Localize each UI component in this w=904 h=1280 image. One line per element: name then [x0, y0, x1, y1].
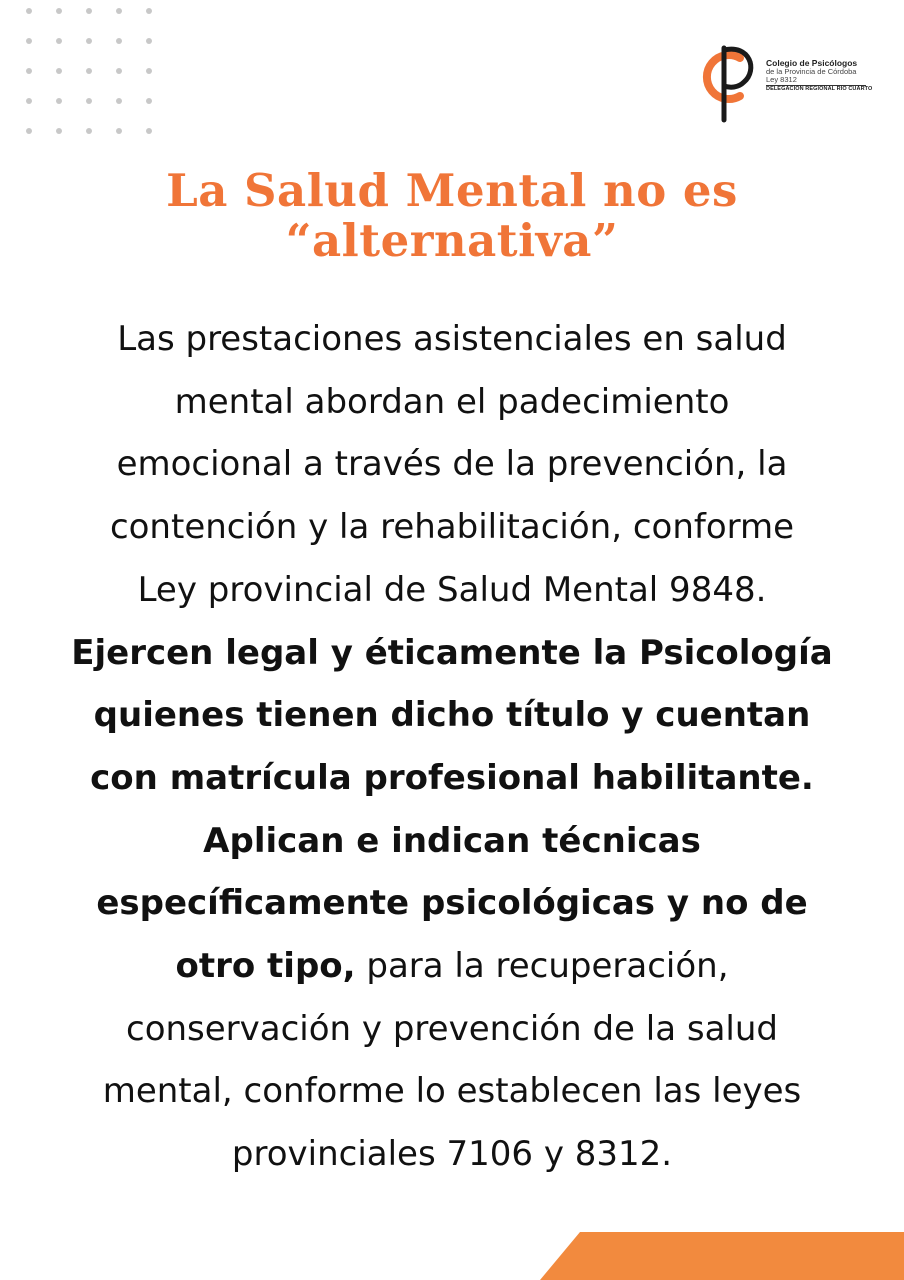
body-line: conservación y prevención de la salud [126, 1008, 778, 1049]
page-title [0, 166, 904, 266]
body-line: Ley provincial de Salud Mental 9848. [137, 569, 767, 610]
body-line-bold: Aplican e indican técnicas [203, 820, 701, 861]
body-bold-fragment: otro tipo, [175, 946, 356, 987]
body-line: mental, conforme lo establecen las leyes [102, 1071, 802, 1112]
logo-law: Ley 8312 [766, 74, 797, 84]
body-line: emocional a través de la prevención, la [116, 444, 788, 485]
logo-province: de la Provincia de Córdoba [766, 66, 857, 76]
dot-grid-decoration [22, 7, 162, 137]
body-line: Las prestaciones asistenciales en salud [117, 319, 787, 359]
body-line: mental abordan el padecimiento [174, 381, 730, 422]
logo-org-name: Colegio de Psicólogos [766, 58, 858, 68]
body-paragraph [0, 308, 904, 1186]
body-line: provinciales 7106 y 8312. [231, 1134, 673, 1175]
title-line-1: La Salud Mental no es [166, 164, 738, 217]
body-line-bold: Ejercen legal y éticamente la Psicología [71, 632, 833, 673]
body-line-bold: con matrícula profesional habilitante. [90, 757, 814, 798]
organization-logo [700, 40, 880, 126]
body-line-bold: específicamente psicológicas y no de [96, 883, 808, 924]
cp-logo-icon [700, 40, 762, 126]
body-line: contención y la rehabilitación, conforme [109, 507, 795, 548]
logo-delegation: DELEGACIÓN REGIONAL RÍO CUARTO [766, 85, 873, 92]
corner-accent-shape [540, 1232, 904, 1280]
body-line-bold: quienes tienen dicho título y cuentan [93, 695, 811, 736]
title-line-2: “alternativa” [285, 214, 619, 267]
logo-text [766, 59, 872, 92]
body-line-mixed [0, 935, 904, 998]
body-regular-fragment: para la recuperación, [355, 946, 729, 987]
